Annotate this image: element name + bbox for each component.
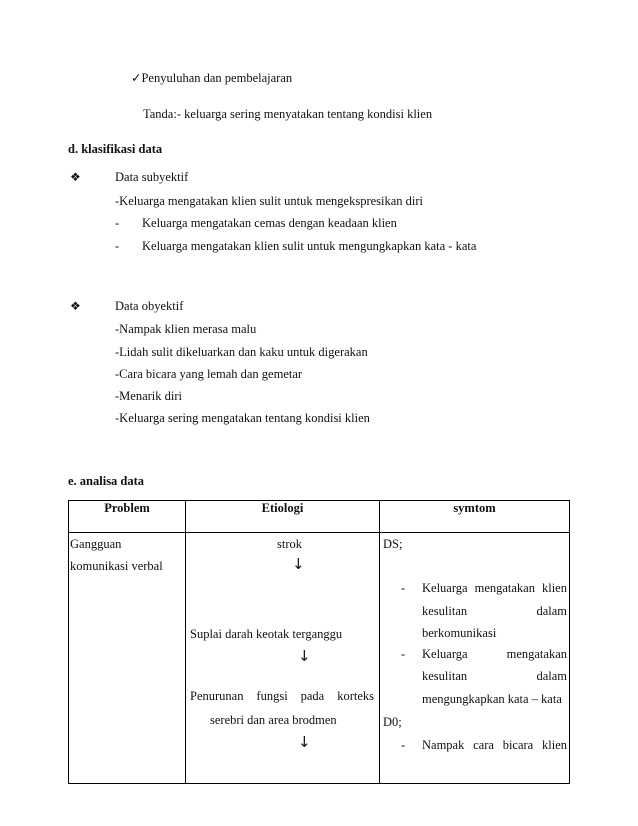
symtom-item-1 bbox=[422, 581, 567, 596]
word: Penurunan bbox=[190, 689, 244, 703]
header-etiologi: Etiologi bbox=[186, 501, 380, 533]
check-icon: ✓ bbox=[131, 71, 142, 85]
word: cara bbox=[473, 738, 494, 752]
word: Nampak bbox=[422, 738, 465, 752]
subjective-line: Keluarga mengatakan klien sulit untuk mengungkapkan kata - kata bbox=[142, 239, 477, 253]
section-e-heading: e. analisa data bbox=[68, 474, 145, 488]
etiologi-strok: strok bbox=[277, 537, 302, 551]
symtom-ds: DS; bbox=[383, 537, 403, 551]
down-arrow-icon: ↓ bbox=[298, 647, 311, 665]
etiologi-penurunan bbox=[190, 689, 374, 704]
problem-cell bbox=[69, 533, 186, 784]
symtom-cell bbox=[380, 533, 570, 784]
problem-line: komunikasi verbal bbox=[70, 559, 163, 573]
symtom-item-1-line-3: berkomunikasi bbox=[422, 626, 497, 640]
word: mengatakan bbox=[474, 581, 535, 595]
symtom-item-2 bbox=[422, 647, 567, 662]
word: bicara bbox=[502, 738, 534, 752]
table-row bbox=[69, 533, 570, 784]
checklist-item-label: Penyuluhan dan pembelajaran bbox=[141, 71, 293, 85]
etiologi-cell bbox=[186, 533, 380, 784]
symtom-do: D0; bbox=[383, 715, 402, 729]
word: klien bbox=[541, 581, 567, 595]
word: korteks bbox=[337, 689, 374, 703]
analisa-table bbox=[68, 500, 570, 784]
checklist-item bbox=[131, 70, 292, 86]
down-arrow-icon: ↓ bbox=[298, 733, 311, 751]
symtom-dash: - bbox=[401, 738, 406, 752]
objective-line: -Keluarga sering mengatakan tentang kondisi klien bbox=[115, 411, 370, 425]
subjective-line: -Keluarga mengatakan klien sulit untuk mengekspresikan diri bbox=[115, 194, 424, 208]
down-arrow-icon: ↓ bbox=[292, 555, 305, 573]
word: Keluarga bbox=[422, 581, 468, 595]
word: klien bbox=[542, 738, 567, 752]
word: dalam bbox=[536, 669, 567, 683]
word: kesulitan bbox=[422, 604, 468, 618]
etiologi-suplai: Suplai darah keotak terganggu bbox=[190, 627, 343, 641]
header-symtom: symtom bbox=[380, 501, 570, 533]
objective-line: -Menarik diri bbox=[115, 389, 182, 403]
objective-line: -Lidah sulit dikeluarkan dan kaku untuk digerakan bbox=[115, 345, 368, 359]
subjective-title: Data subyektif bbox=[115, 170, 189, 184]
subjective-line: Keluarga mengatakan cemas dengan keadaan klien bbox=[142, 216, 397, 230]
word: fungsi bbox=[256, 689, 288, 703]
symtom-item-3 bbox=[422, 738, 567, 753]
symtom-item-1-line-2 bbox=[422, 604, 567, 619]
diamond-bullet-icon: ❖ bbox=[70, 299, 81, 313]
word: Keluarga bbox=[422, 647, 468, 661]
symtom-item-2-line-3: mengungkapkan kata – kata bbox=[422, 692, 562, 706]
objective-line: -Nampak klien merasa malu bbox=[115, 322, 257, 336]
tanda-line: Tanda:- keluarga sering menyatakan tentang kondisi klien bbox=[143, 107, 433, 121]
subjective-dash: - bbox=[115, 216, 120, 230]
symtom-dash: - bbox=[401, 647, 406, 661]
objective-line: -Cara bicara yang lemah dan gemetar bbox=[115, 367, 303, 381]
etiologi-serebri: serebri dan area brodmen bbox=[210, 713, 337, 727]
subjective-dash: - bbox=[115, 239, 120, 253]
header-problem: Problem bbox=[69, 501, 186, 533]
objective-title: Data obyektif bbox=[115, 299, 184, 313]
symtom-dash: - bbox=[401, 581, 406, 595]
diamond-bullet-icon: ❖ bbox=[70, 170, 81, 184]
table-header-row bbox=[69, 501, 570, 533]
word: dalam bbox=[536, 604, 567, 618]
symtom-item-2-line-2 bbox=[422, 669, 567, 684]
word: kesulitan bbox=[422, 669, 468, 683]
problem-line: Gangguan bbox=[70, 537, 122, 551]
section-d-heading: d. klasifikasi data bbox=[68, 142, 163, 156]
word: mengatakan bbox=[506, 647, 567, 661]
word: pada bbox=[300, 689, 325, 703]
